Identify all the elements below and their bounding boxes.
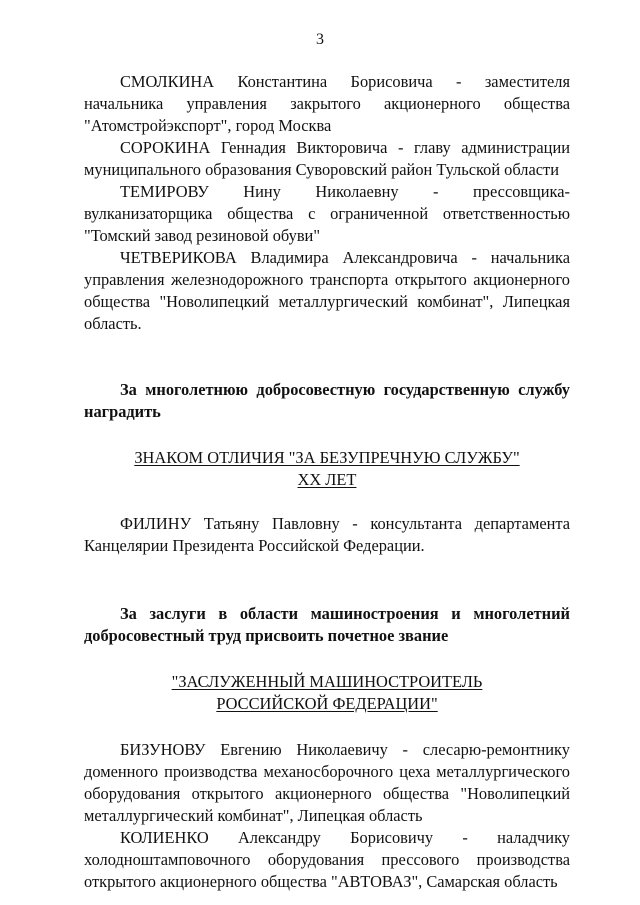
award-heading-line-1: ЗНАКОМ ОТЛИЧИЯ "ЗА БЕЗУПРЕЧНУЮ СЛУЖБУ" <box>134 448 520 467</box>
document-body <box>84 71 570 893</box>
award-entry-bizunov: БИЗУНОВУ Евгению Николаевичу - слесарю-ремонтнику доменного производства механосборочного цеха металлургического оборудования открытого акционерного общества "Новолипецкий металлургический комбинат", Липецкая область <box>84 740 570 825</box>
title-heading-line-2: РОССИЙСКОЙ ФЕДЕРАЦИИ" <box>216 694 438 713</box>
award-entry-temirova: ТЕМИРОВУ Нину Николаевну - прессовщика-вулканизаторщика общества с ограниченной ответственностью "Томский завод резиновой обуви" <box>84 182 570 245</box>
award-entry-sorokin: СОРОКИНА Геннадия Викторовича - главу администрации муниципального образования Суворовский район Тульской области <box>84 138 570 179</box>
page-number: 3 <box>316 31 324 48</box>
section-intro-state-service: За многолетнюю добросовестную государственную службу наградить <box>84 380 570 421</box>
award-entry-filina: ФИЛИНУ Татьяну Павловну - консультанта департамента Канцелярии Президента Российской Федерации. <box>84 514 570 555</box>
title-heading-line-1: "ЗАСЛУЖЕННЫЙ МАШИНОСТРОИТЕЛЬ <box>171 672 483 691</box>
award-entry-chetverikov: ЧЕТВЕРИКОВА Владимира Александровича - начальника управления железнодорожного транспорта открытого акционерного общества "Новолипецкий металлургический комбинат", Липецкая область. <box>84 248 570 333</box>
award-entry-kolienko: КОЛИЕНКО Александру Борисовичу - наладчику холодноштамповочного оборудования прессового производства открытого акционерного общества "АВТОВАЗ", Самарская область <box>84 828 570 891</box>
section-intro-engineering: За заслуги в области машиностроения и многолетний добросовестный труд присвоить почетное звание <box>84 604 570 645</box>
award-heading-line-2: XX ЛЕТ <box>297 470 357 489</box>
award-entry-smolkin: СМОЛКИНА Константина Борисовича - заместителя начальника управления закрытого акционерного общества "Атомстройэкспорт", город Москва <box>84 72 570 135</box>
